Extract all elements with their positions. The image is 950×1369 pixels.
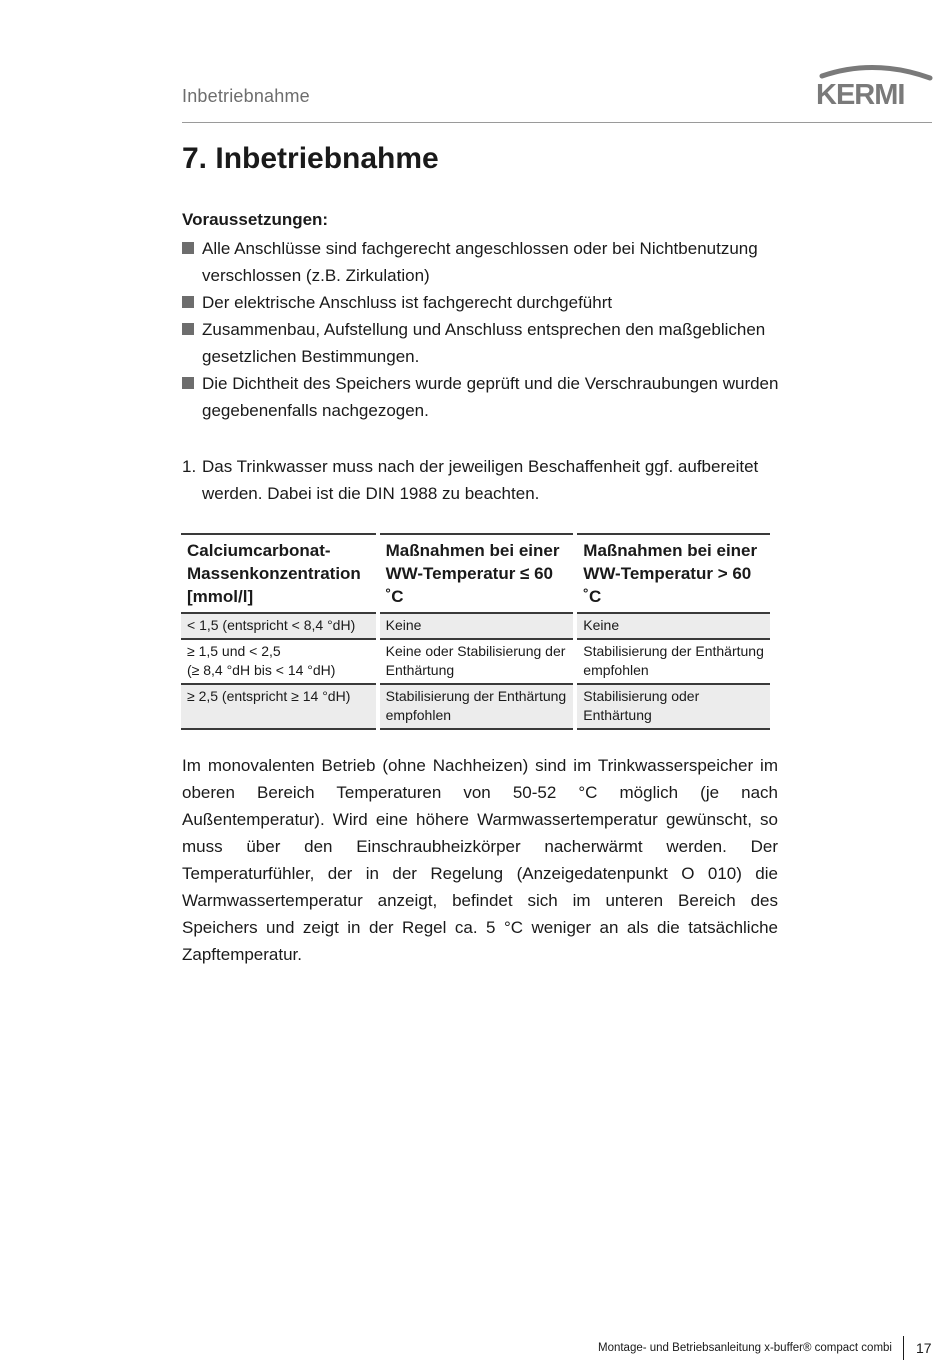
footer-document-title: Montage- und Betriebsanleitung x-buffer® compact combi — [597, 1342, 892, 1354]
step-text: Das Trinkwasser muss nach der jeweiligen Beschaffenheit ggf. aufbereitet werden. Dabei ist die DIN 1988 zu beachten. — [202, 457, 759, 503]
table-row — [181, 640, 770, 685]
page-title: 7. Inbetriebnahme — [182, 142, 439, 175]
list-item — [182, 370, 782, 424]
table-cell: Keine — [380, 614, 574, 640]
kermi-logo — [814, 62, 934, 106]
table-cell: Keine oder Stabilisierung der Enthärtung — [380, 640, 574, 685]
running-header-title: Inbetriebnahme — [182, 86, 310, 106]
table-cell: Stabilisierung der Enthärtung empfohlen — [577, 640, 770, 685]
list-item-text: Der elektrische Anschluss ist fachgerecht durchgeführt — [202, 293, 613, 312]
table-row — [181, 685, 770, 730]
svg-text:KERMI: KERMI — [816, 79, 905, 106]
list-item-text: Zusammenbau, Aufstellung und Anschluss entsprechen den maßgeblichen gesetzlichen Bestimmungen. — [202, 320, 766, 366]
square-bullet-icon — [182, 377, 194, 389]
list-item — [182, 235, 782, 289]
square-bullet-icon — [182, 323, 194, 335]
column-header-gt-60: Maßnahmen bei einer WW-Temperatur > 60 ˚C — [577, 533, 770, 614]
column-header-le-60: Maßnahmen bei einer WW-Temperatur ≤ 60 ˚C — [380, 533, 574, 614]
preconditions-list — [182, 235, 782, 424]
table-cell: Stabilisierung der Enthärtung empfohlen — [380, 685, 574, 730]
list-item-text: Die Dichtheit des Speichers wurde geprüft und die Verschraubungen wurden gegebenenfalls nachgezogen. — [202, 374, 779, 420]
preconditions-label: Voraussetzungen: — [182, 210, 329, 229]
table-row — [181, 614, 770, 640]
table-cell: ≥ 1,5 und < 2,5 (≥ 8,4 °dH bis < 14 °dH) — [181, 640, 376, 685]
column-header-calcium: Calciumcarbonat-Massenkonzentration [mmol/l] — [181, 533, 376, 614]
step-number: 1. — [182, 457, 197, 476]
table-cell: ≥ 2,5 (entspricht ≥ 14 °dH) — [181, 685, 376, 730]
list-item-text: Alle Anschlüsse sind fachgerecht angeschlossen oder bei Nichtbenutzung verschlossen (z.B. Zirkulation) — [202, 239, 758, 285]
footer-divider — [903, 1336, 904, 1360]
square-bullet-icon — [182, 242, 194, 254]
list-item — [182, 289, 782, 316]
header-rule — [182, 122, 932, 123]
table-header-row — [181, 533, 770, 614]
square-bullet-icon — [182, 296, 194, 308]
body-paragraph: Im monovalenten Betrieb (ohne Nachheizen) sind im Trinkwasserspeicher im oberen Bereich Temperaturen von 50-52 °C möglich (je nach Außentemperatur). Wird eine höhere Warmwassertemperatur gewünscht, so muss über den Einschraubheizkörper nacherwärmt werden. Der Temperaturfühler, der in der Regelung (Anzeigedatenpunkt O 010) die Warmwassertemperatur anzeigt, befindet sich im unteren Bereich des Speichers und zeigt in der Regel ca. 5 °C weniger an als die tatsächliche Zapftemperatur. — [182, 756, 778, 964]
water-hardness-table — [177, 533, 774, 730]
table-cell: Stabilisierung oder Enthärtung — [577, 685, 770, 730]
list-item — [182, 316, 782, 370]
steps-list — [182, 453, 782, 507]
table-cell: Keine — [577, 614, 770, 640]
step-item — [182, 453, 782, 507]
table-cell: < 1,5 (entspricht < 8,4 °dH) — [181, 614, 376, 640]
page-number: 17 — [916, 1340, 932, 1356]
